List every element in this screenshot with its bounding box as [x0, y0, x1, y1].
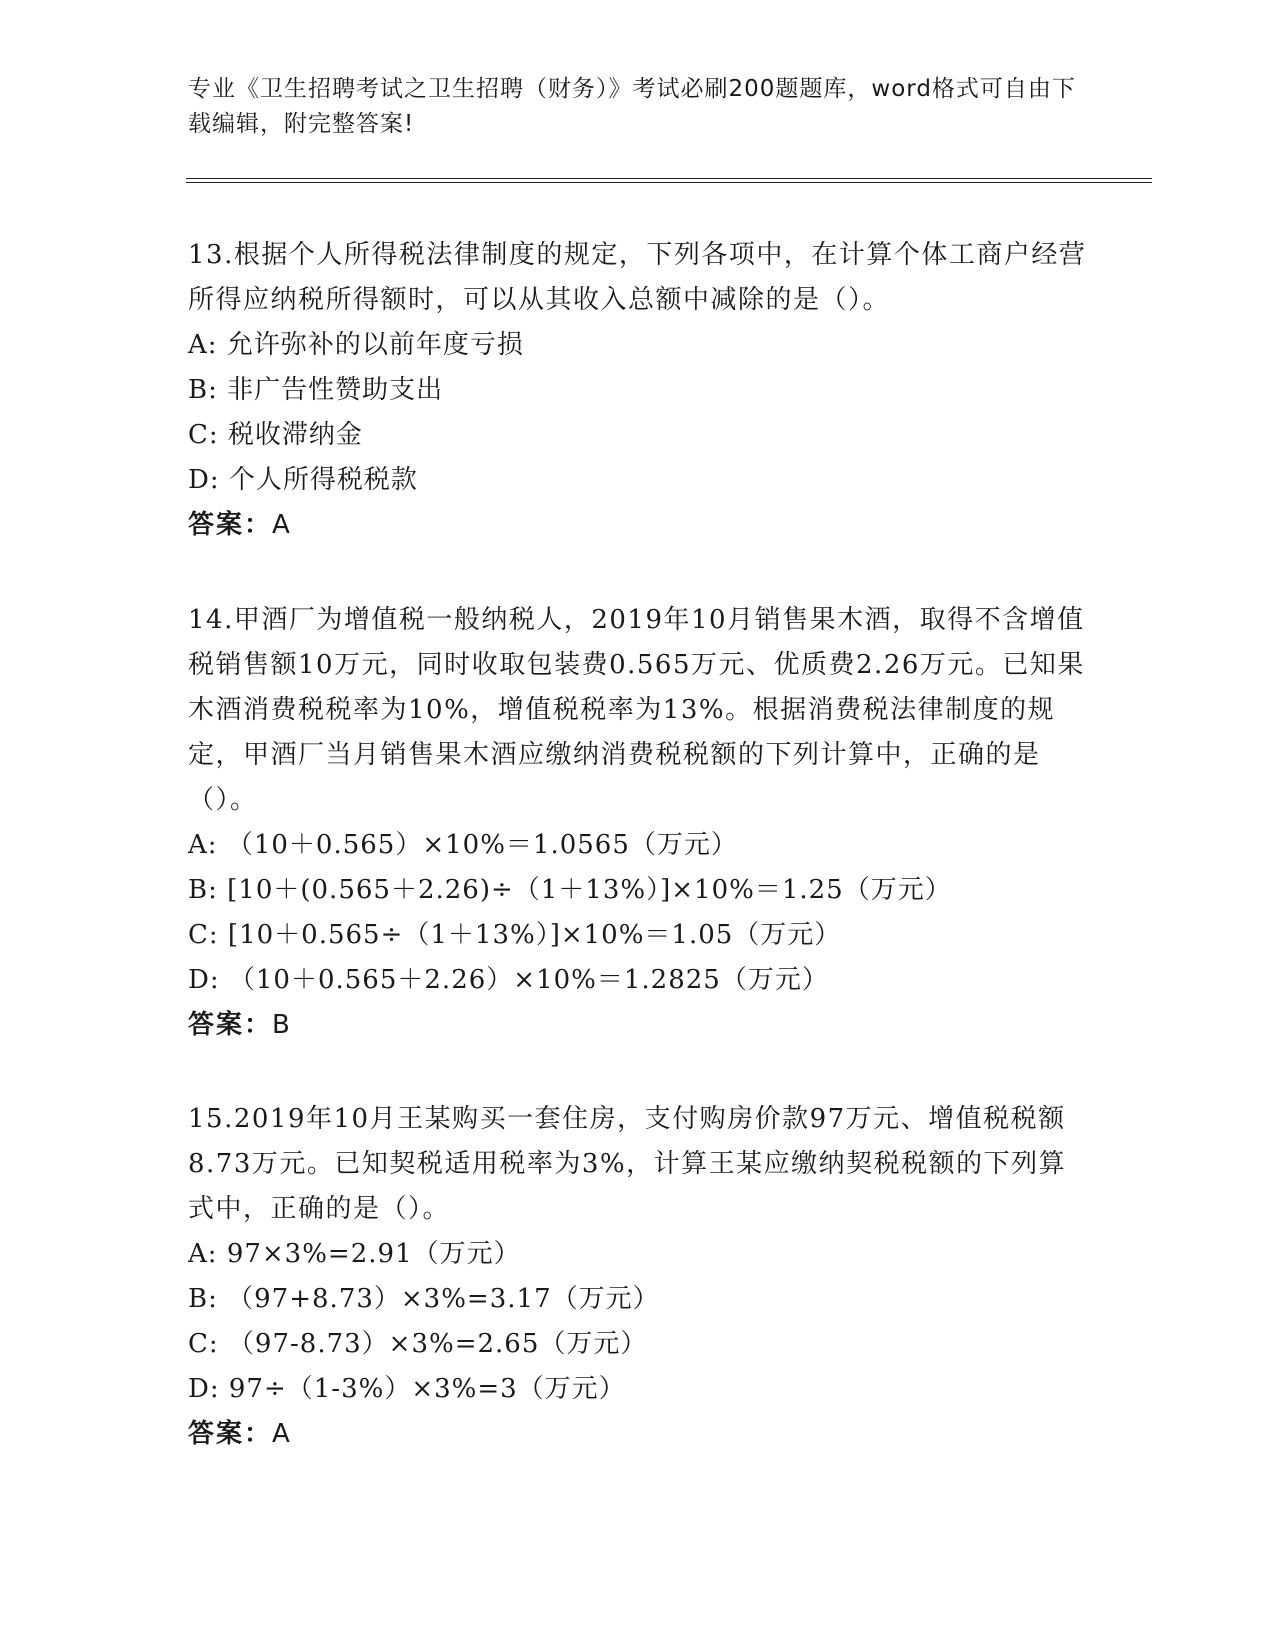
option-text: （10＋0.565＋2.26）×10%＝1.2825（万元）	[228, 965, 829, 995]
option-c	[188, 913, 1088, 958]
option-text: （97+8.73）×3%=3.17（万元）	[227, 1284, 660, 1314]
option-text: 非广告性赞助支出	[227, 375, 444, 405]
option-c	[188, 1322, 1088, 1367]
option-a	[188, 823, 1088, 868]
answer-line	[188, 1412, 1088, 1457]
option-a	[188, 323, 1088, 368]
answer-value: A	[272, 1419, 290, 1449]
option-b	[188, 368, 1088, 413]
option-text: [10＋0.565÷（1＋13%）]×10%＝1.05（万元）	[227, 920, 842, 950]
option-text: 允许弥补的以前年度亏损	[226, 330, 524, 360]
option-label: B:	[188, 375, 218, 405]
option-text: （97-8.73）×3%=2.65（万元）	[227, 1329, 648, 1359]
question-stem: 15.2019年10月王某购买一套住房，支付购房价款97万元、增值税税额8.73万元。已知契税适用税率为3%，计算王某应缴纳契税税额的下列算式中，正确的是（）。	[188, 1104, 1067, 1224]
header-text: 专业《卫生招聘考试之卫生招聘（财务）》考试必刷200题题库，word格式可自由下载编辑，附完整答案!	[188, 76, 1076, 137]
option-label: D:	[188, 965, 220, 995]
question-14	[188, 598, 1088, 1048]
option-d	[188, 1367, 1088, 1412]
answer-value: B	[272, 1010, 290, 1040]
option-a	[188, 1232, 1088, 1277]
option-text: 97×3%=2.91（万元）	[226, 1239, 521, 1269]
option-label: A:	[188, 830, 218, 860]
option-text: 97÷（1-3%）×3%=3（万元）	[228, 1374, 626, 1404]
option-text: 税收滞纳金	[227, 420, 363, 450]
question-13	[188, 233, 1088, 548]
option-label: A:	[188, 1239, 218, 1269]
option-text: [10＋(0.565＋2.26)÷（1＋13%）]×10%＝1.25（万元）	[227, 875, 952, 905]
option-label: C:	[188, 920, 219, 950]
question-stem: 13.根据个人所得税法律制度的规定，下列各项中，在计算个体工商户经营所得应纳税所得额时，可以从其收入总额中减除的是（）。	[188, 240, 1087, 315]
answer-line	[188, 503, 1088, 548]
header-divider	[186, 178, 1152, 183]
answer-label: 答案：	[188, 1419, 273, 1449]
option-d	[188, 958, 1088, 1003]
option-label: B:	[188, 1284, 218, 1314]
option-label: B:	[188, 875, 218, 905]
answer-label: 答案：	[188, 1010, 273, 1040]
option-c	[188, 413, 1088, 458]
option-b	[188, 1277, 1088, 1322]
answer-label: 答案：	[188, 510, 273, 540]
answer-line	[188, 1003, 1088, 1048]
option-text: 个人所得税税款	[228, 465, 418, 495]
answer-value: A	[272, 510, 290, 540]
option-d	[188, 458, 1088, 503]
document-header	[188, 72, 1088, 142]
option-text: （10＋0.565）×10%＝1.0565（万元）	[226, 830, 738, 860]
option-label: C:	[188, 420, 219, 450]
option-label: C:	[188, 1329, 219, 1359]
option-label: D:	[188, 1374, 220, 1404]
option-b	[188, 868, 1088, 913]
question-15	[188, 1097, 1088, 1457]
option-label: A:	[188, 330, 218, 360]
option-label: D:	[188, 465, 220, 495]
question-stem: 14.甲酒厂为增值税一般纳税人，2019年10月销售果木酒，取得不含增值税销售额10万元，同时收取包装费0.565万元、优质费2.26万元。已知果木酒消费税税率为10%，增值税税率为13%。根据消费税法律制度的规定，甲酒厂当月销售果木酒应缴纳消费税税额的下列计算中，正确的是（）。	[188, 605, 1085, 815]
